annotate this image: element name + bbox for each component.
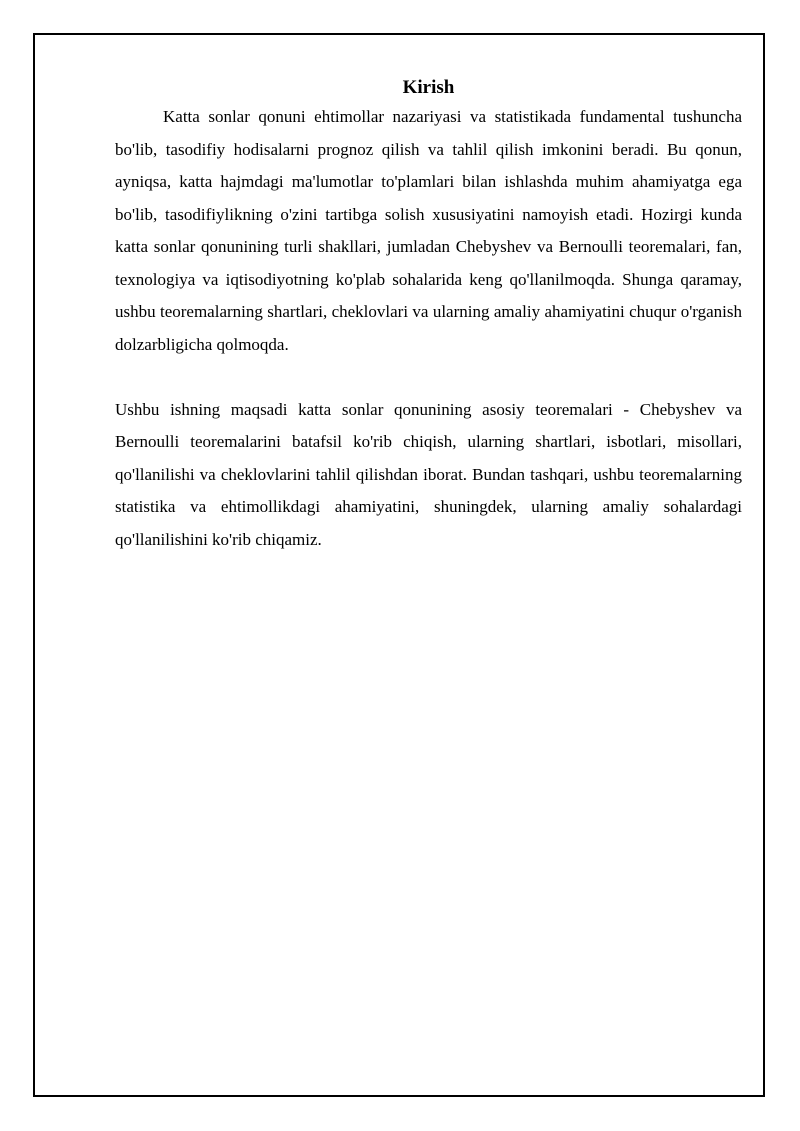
- document-body: [115, 75, 742, 556]
- paragraph-spacer: [115, 361, 742, 394]
- intro-paragraph-2: Ushbu ishning maqsadi katta sonlar qonunining asosiy teoremalari - Chebyshev va Bernoulli teoremalarini batafsil ko'rib chiqish, ularning shartlari, isbotlari, misollari, qo'llanilishi va cheklovlarini tahlil qilishdan iborat. Bundan tashqari, ushbu teoremalarning statistika va ehtimollikdagi ahamiyatini, shuningdek, ularning amaliy sohalardagi qo'llanilishini ko'rib chiqamiz.: [115, 399, 742, 549]
- intro-paragraph-1: Katta sonlar qonuni ehtimollar nazariyasi va statistikada fundamental tushuncha bo'lib, tasodifiy hodisalarni prognoz qilish va tahlil qilish imkonini beradi. Bu qonun, ayniqsa, katta hajmdagi ma'lumotlar to'plamlari bilan ishlashda muhim ahamiyatga ega bo'lib, tasodifiylikning o'zini tartibga solish xususiyatini namoyish etadi. Hozirgi kunda katta sonlar qonunining turli shakllari, jumladan Chebyshev va Bernoulli teoremalari, fan, texnologiya va iqtisodiyotning ko'plab sohalarida keng qo'llanilmoqda. Shunga qaramay, ushbu teoremalarning shartlari, cheklovlari va ularning amaliy ahamiyatini chuqur o'rganish dolzarbligicha qolmoqda.: [115, 107, 742, 354]
- section-title: Kirish: [402, 77, 455, 98]
